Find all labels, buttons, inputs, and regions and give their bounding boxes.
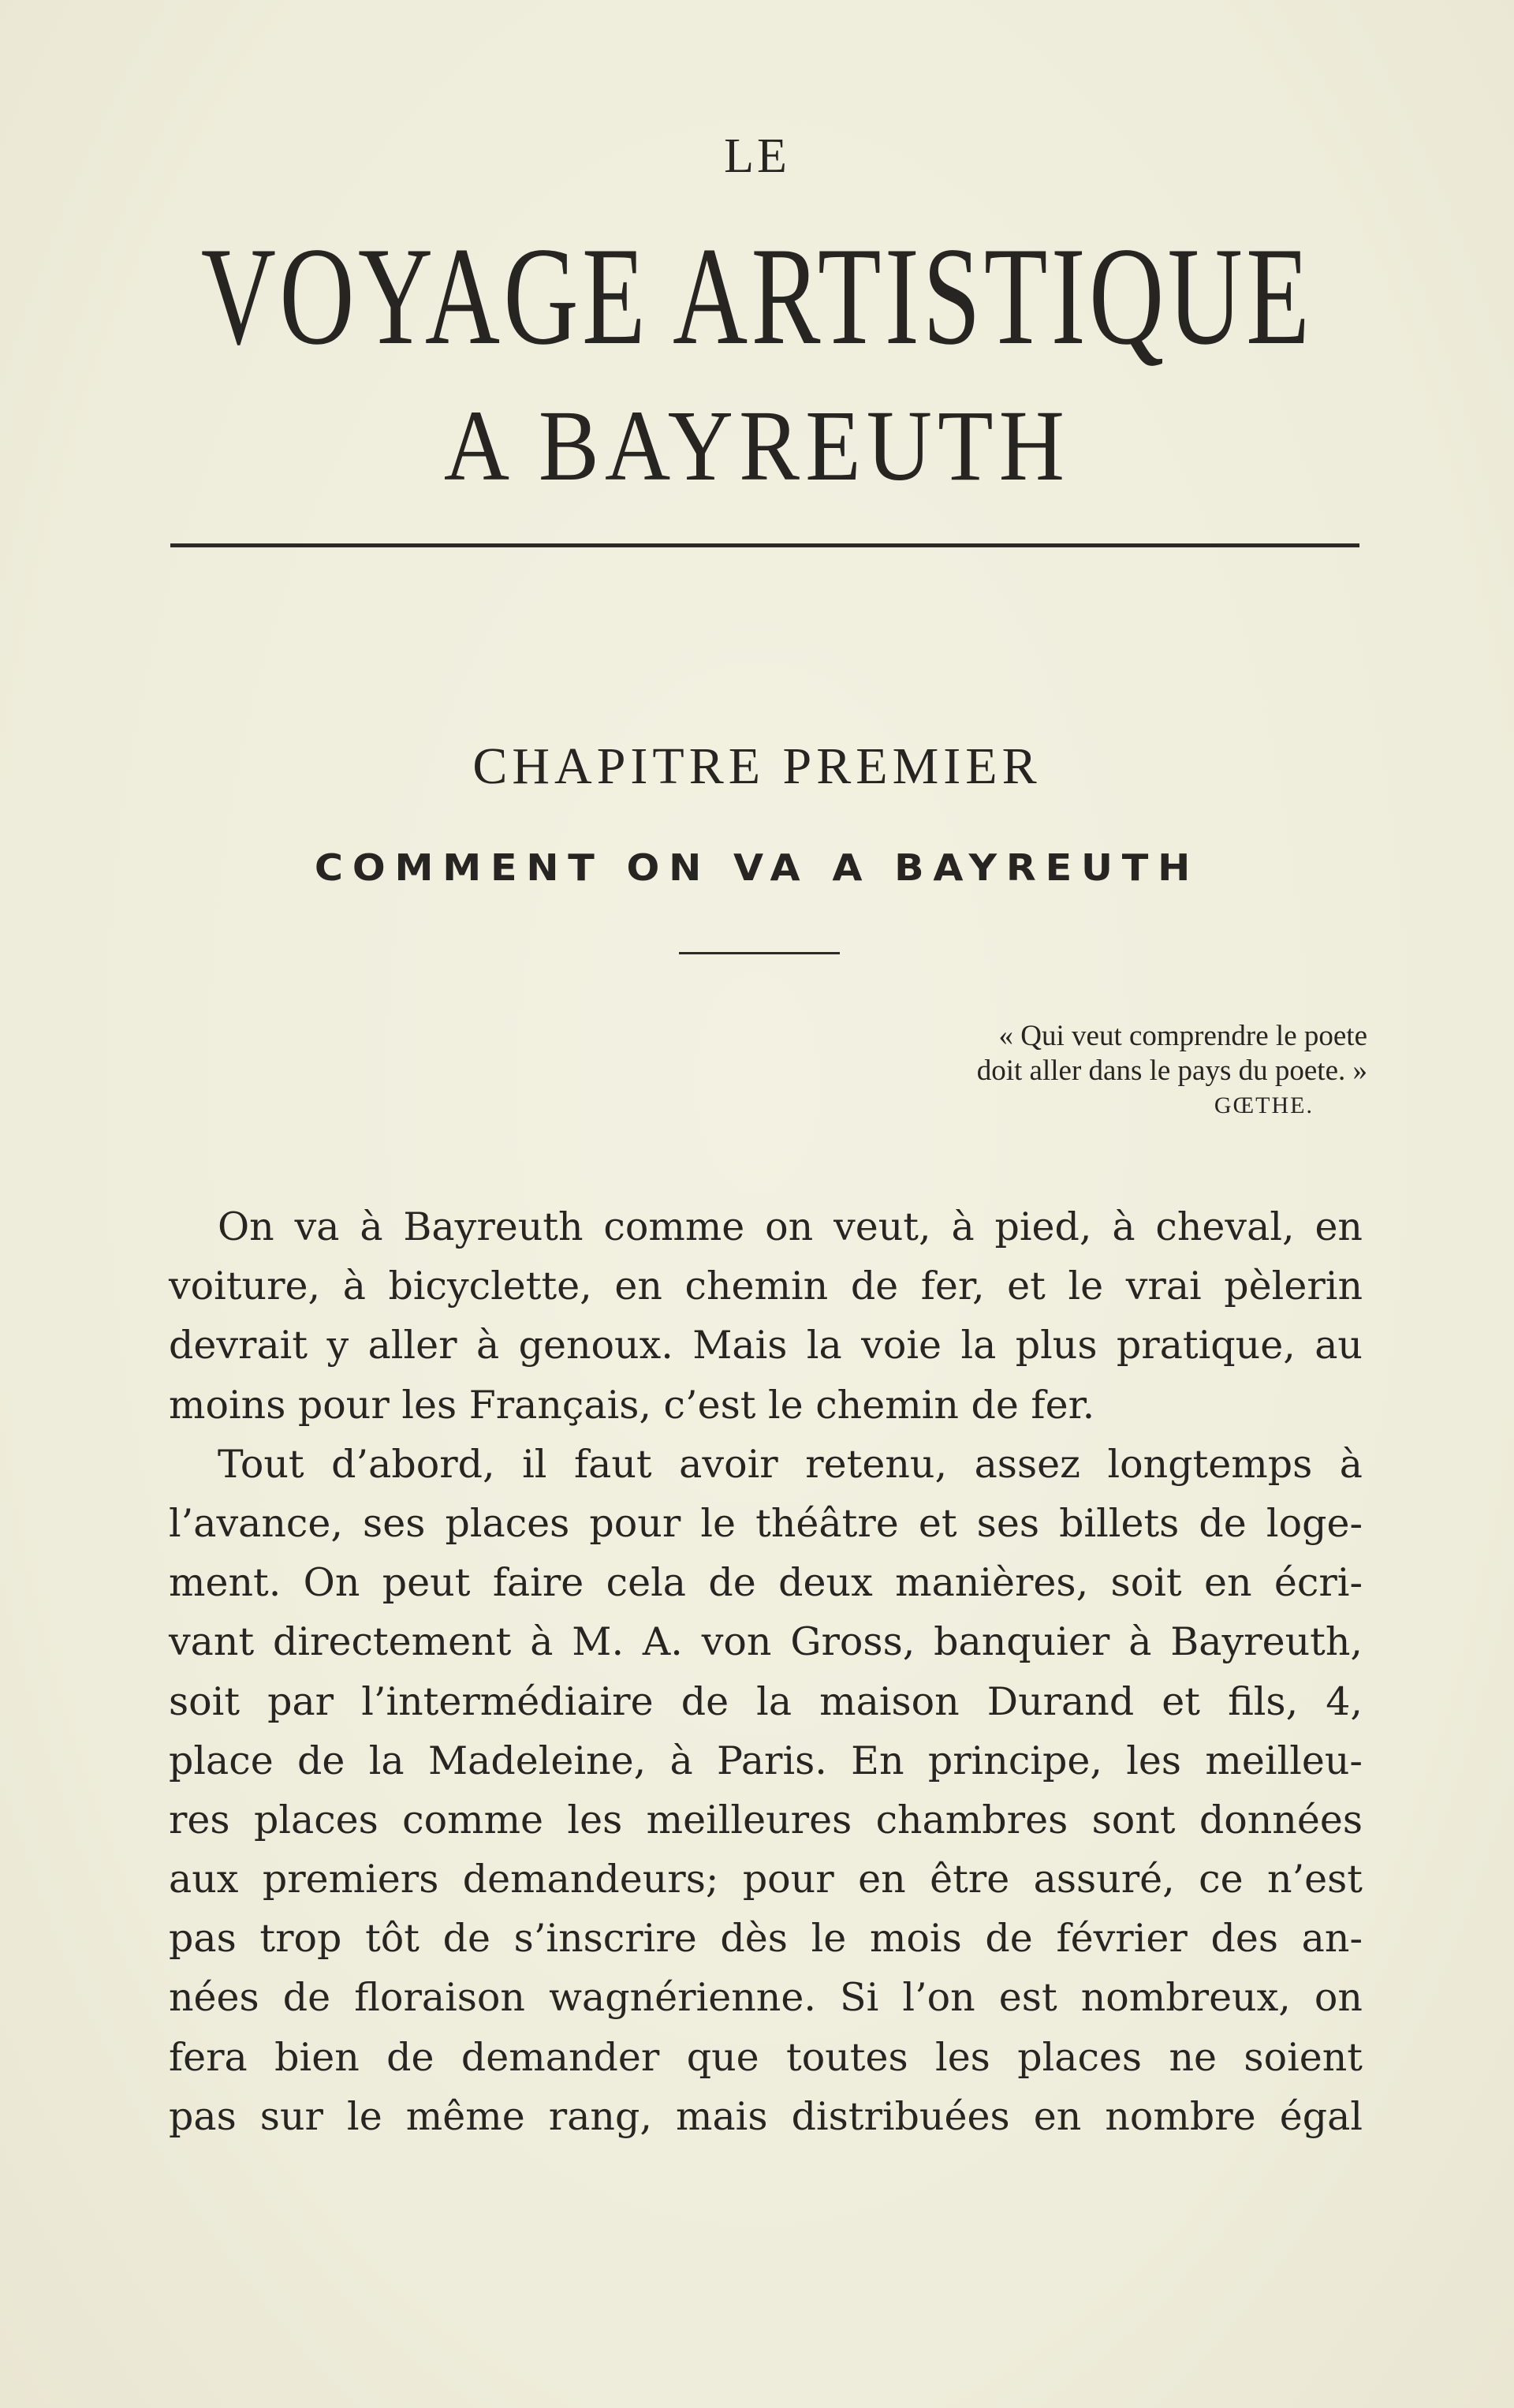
- body-line: pas trop tôt de s’inscrire dès le mois de février des an-: [169, 1916, 1363, 1962]
- title-divider: [170, 543, 1359, 547]
- chapter-subheading: COMMENT ON VA A BAYREUTH: [314, 846, 1200, 889]
- body-line: soit par l’intermédiaire de la maison Durand et fils, 4,: [169, 1678, 1363, 1724]
- body-line: devrait y aller à genoux. Mais la voie la plus pratique, au: [169, 1323, 1363, 1368]
- body-line: moins pour les Français, c’est le chemin de fer.: [169, 1382, 1095, 1428]
- epigraph-line: « Qui veut comprendre le poete: [998, 1020, 1367, 1052]
- epigraph-line: doit aller dans le pays du poete. »: [976, 1055, 1367, 1087]
- body-line: ment. On peut faire cela de deux manières, soit en écri-: [169, 1560, 1363, 1606]
- body-line: fera bien de demander que toutes les places ne soient: [169, 2034, 1363, 2080]
- body-line: pas sur le même rang, mais distribuées en nombre égal: [169, 2093, 1363, 2139]
- body-text: [169, 1197, 1363, 2146]
- epigraph: [789, 1019, 1367, 1123]
- body-line: aux premiers demandeurs; pour en être assuré, ce n’est: [169, 1857, 1363, 1902]
- epigraph-author: GŒTHE.: [1214, 1092, 1314, 1118]
- body-line: l’avance, ses places pour le théâtre et ses billets de loge-: [169, 1500, 1363, 1546]
- chapter-heading: CHAPITRE PREMIER: [472, 737, 1042, 795]
- body-line: voiture, à bicyclette, en chemin de fer, et le vrai pèlerin: [169, 1264, 1363, 1309]
- body-line: vant directement à M. A. von Gross, banquier à Bayreuth,: [169, 1619, 1363, 1665]
- title-article: LE: [724, 129, 790, 183]
- body-line: On va à Bayreuth comme on veut, à pied, à cheval, en: [218, 1204, 1363, 1249]
- body-line: Tout d’abord, il faut avoir retenu, assez longtemps à: [218, 1441, 1363, 1487]
- body-line: res places comme les meilleures chambres sont données: [169, 1797, 1363, 1842]
- chapter-divider: [679, 952, 840, 954]
- body-line: place de la Madeleine, à Paris. En principe, les meilleu-: [169, 1738, 1363, 1783]
- body-line: nées de floraison wagnérienne. Si l’on est nombreux, on: [169, 1975, 1363, 2021]
- book-subtitle: A BAYREUTH: [443, 390, 1071, 502]
- book-title: VOYAGE ARTISTIQUE: [200, 218, 1314, 374]
